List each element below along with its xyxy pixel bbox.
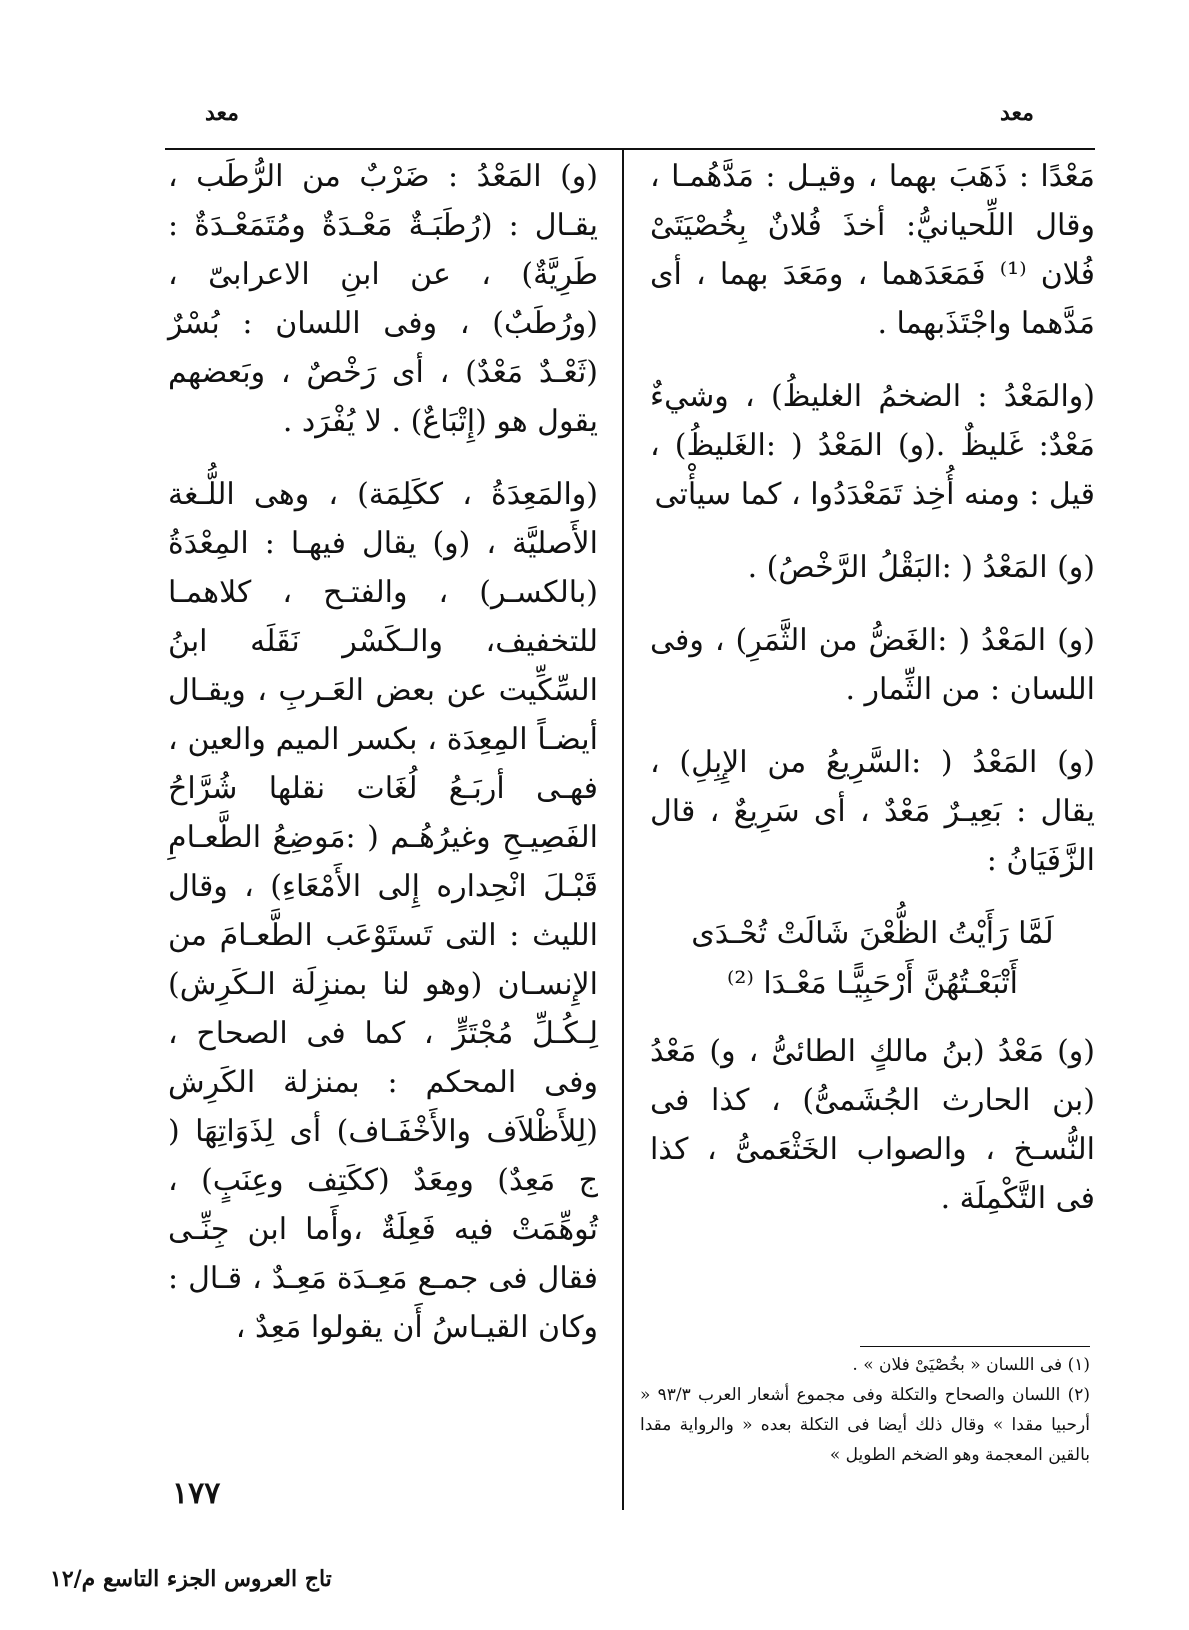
right-column xyxy=(650,152,1095,1247)
entry-paragraph: (والمَعْدُ : الضخمُ الغليظُ) ، وشيءٌ مَعْدٌ: غَليظٌ .(و) المَعْدُ ( :الغَليظُ) ، قيل : ومنه أُخِذ تَمَعْدَدُوا ، كما سيأْتى xyxy=(650,379,1095,512)
entry-paragraph: مَعْدًا : ذَهَبَ بهما ، وقيـل : مَدَّهُمـا ، وقال اللِّحيانيُّ: أخذَ فُلانٌ بِخُصْيَتَىْ فُلان ⁽¹⁾ فَمَعَدَهما ، ومَعَدَ بهما ، أى مَدَّهما واجْتَذَبهما . xyxy=(650,159,1095,341)
entry-paragraph: (و) المَعْدُ ( :الغَضُّ من الثَّمَرِ) ، وفى اللسان : من الثِّمار . xyxy=(650,623,1095,707)
header-rule xyxy=(165,148,1095,150)
footnote-1: (١) فى اللسان « بخُصْيَىْ فلان » . xyxy=(852,1355,1090,1375)
poetry-verse xyxy=(650,909,1095,1009)
footer-signature: تاج العروس الجزء التاسع م/١٢ xyxy=(50,1566,332,1592)
column-divider xyxy=(622,150,624,1510)
verse-line: أَتْبَعْـتُهُنَّ أَرْحَبِيًّـا مَعْـدَا ⁽²⁾ xyxy=(727,966,1018,1001)
verse-line: لَمَّا رَأَيْتُ الظُّعْنَ شَالَتْ تُحْـدَى xyxy=(691,916,1054,951)
page-number: ١٧٧ xyxy=(172,1476,221,1511)
footnotes xyxy=(640,1350,1090,1470)
footnote-rule xyxy=(860,1346,1090,1347)
running-header-left: معد xyxy=(205,100,239,126)
entry-paragraph: (و) المَعْدُ : ضَرْبٌ من الرُّطَب ، يقـال : (رُطَبَـةٌ مَعْـدَةٌ ومُتَمَعْـدَةٌ : طَرِيَّةٌ) ، عن ابنِ الاعرابىّ ، (ورُطَبٌ) ، وفى اللسان : بُسْرٌ (ثَعْـدٌ مَعْدٌ) ، أى رَخْصٌ ، وبَعضهم يقول هو (إِتْبَاعٌ) . لا يُفْرَد . xyxy=(168,159,598,439)
entry-paragraph: (و) المَعْدُ ( :السَّرِيعُ من الإِبِلِ) ، يقال : بَعِيـرٌ مَعْدٌ ، أى سَرِيعٌ ، قال الزَّفَيَانُ : xyxy=(650,745,1095,878)
entry-paragraph: (و) مَعْدُ (بنُ مالكٍ الطائىُّ ، و) مَعْدُ (بن الحارث الجُشَمىُّ) ، كذا فى النُّسـخ ، والصواب الخَثْعَمىُّ ، كذا فى التَّكْمِلَة . xyxy=(650,1034,1095,1216)
running-header-right: معد xyxy=(1000,100,1034,126)
entry-paragraph: (والمَعِدَةُ ، ككَلِمَة) ، وهى اللُّـغة الأَصليَّة ، (و) يقال فيهـا : المِعْدَةُ (بالكسـر) ، والفتـح ، كلاهمـا للتخفيف، والـكَسْر نَقَلَه ابنُ السِّكِّيت عن بعض العَـربِ ، ويقـال أيضـاً المِعِدَة ، بكسر الميم والعين ، فهـى أربَـعُ لُغَات نقلها شُرَّاحُ الفَصِيـحِ وغيرُهُـم ( :مَوضِعُ الطَّعـامِ قَبْـلَ انْحِداره إِلى الأَمْعَاءِ) ، وقال الليث : التى تَستَوْعَب الطَّعـامَ من الإِنسـان (وهو لنا بمنزِلَة الـكَرِش) لِـكُـلِّ مُجْتَرٍّ ، كما فى الصحاح ، وفى المحكم : بمنزلة الكَرِش (لِلأَظْلاَف والأَخْفَـاف) أى لِذَوَاتِهَا ( ج مَعِدٌ) ومِعَدٌ (ككَتِف وعِنَبٍ) ، تُوهِّمَتْ فيه فَعِلَةٌ ،وأَما ابن جِنِّـى فقال فى جمـع مَعِـدَة مَعِـدٌ ، قـال : وكان القيـاسُ أَن يقولوا مَعِدٌ ، xyxy=(168,477,598,1345)
entry-paragraph: (و) المَعْدُ ( :البَقْلُ الرَّخْصُ) . xyxy=(747,550,1095,585)
left-column xyxy=(168,152,598,1376)
footnote-2: (٢) اللسان والصحاح والتكلة وفى مجموع أشعار العرب ٩٣/٣ « أرحبيا مقدا » وقال ذلك أيضا فى التكلة بعده « والرواية مقدا بالقين المعجمة وهو الضخم الطويل » xyxy=(640,1385,1090,1465)
